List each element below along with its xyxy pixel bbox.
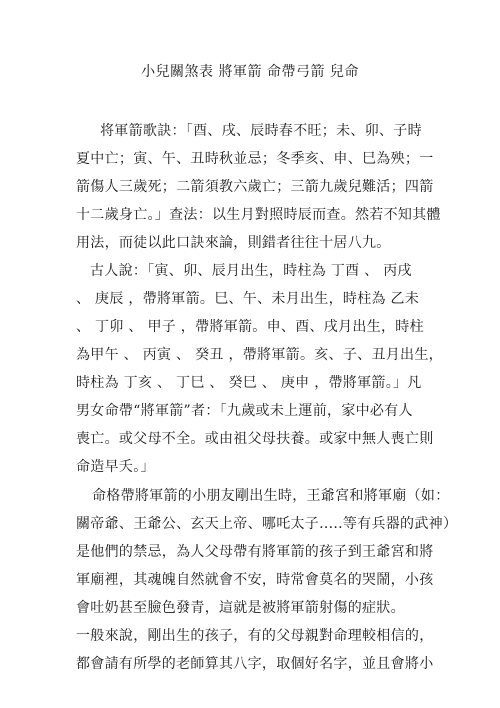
text-line: 會吐奶甚至臉色發青，這就是被將軍箭射傷的症狀。 xyxy=(76,600,405,616)
text-line: 、 庚辰 ，帶將軍箭。巳、午、未月出生，時柱為 乙未 xyxy=(76,291,420,307)
text-line: 、 丁卯 、 甲子 ，帶將軍箭。申、酉、戌月出生，時柱 xyxy=(76,319,424,335)
text-line: 用法，而徒以此口訣來論，則錯者往往十居八九。 xyxy=(76,235,391,251)
text-line: 為甲午 、 丙寅 、 癸丑 ，帶將軍箭。亥、子、丑月出生， xyxy=(76,347,443,363)
text-line: 時柱為 丁亥 、 丁巳 、 癸巳 、 庚申 ，帶將軍箭。」凡 xyxy=(76,375,422,391)
text-line: 古人說：「寅、卯、辰月出生，時柱為 丁酉 、 丙戌 xyxy=(90,263,412,279)
text-line: 命格帶將軍箭的小朋友剛出生時，王爺宮和將軍廟（如： xyxy=(92,488,450,504)
text-line: 男女命帶“將軍箭”者：「九歲或未上運前，家中必有人 xyxy=(76,403,413,419)
text-line: 箭傷人三歲死；二箭須教六歲亡；三箭九歲兒難活；四箭 xyxy=(76,179,434,195)
text-line: 關帝爺、王爺公、玄天上帝、哪吒太子.....等有兵器的武神） xyxy=(76,516,458,532)
document-title: 小兒關煞表 將軍箭 命帶弓箭 兒命 xyxy=(141,64,359,80)
text-line: 命造早夭。」 xyxy=(76,459,155,475)
text-line: 将軍箭歌訣：「酉、戌、辰時春不旺；未、卯、子時 xyxy=(100,123,422,139)
text-line: 喪亡。或父母不全。或由祖父母扶養。或家中無人喪亡則 xyxy=(76,431,434,447)
text-line: 軍廟裡，其魂魄自然就會不安，時常會莫名的哭鬧，小孩 xyxy=(76,572,434,588)
text-line: 夏中亡；寅、午、丑時秋並忌；冬季亥、申、巳為殃；一 xyxy=(76,151,434,167)
text-line: 一般來說，剛出生的孩子，有的父母親對命理較相信的， xyxy=(76,628,434,644)
text-line: 都會請有所學的老師算其八字，取個好名字，並且會將小 xyxy=(76,656,434,672)
text-line: 十二歲身亡。」查法：以生月對照時辰而查。然若不知其體 xyxy=(76,207,441,223)
text-line: 是他們的禁忌，為人父母帶有將軍箭的孩子到王爺宮和將 xyxy=(76,544,434,560)
